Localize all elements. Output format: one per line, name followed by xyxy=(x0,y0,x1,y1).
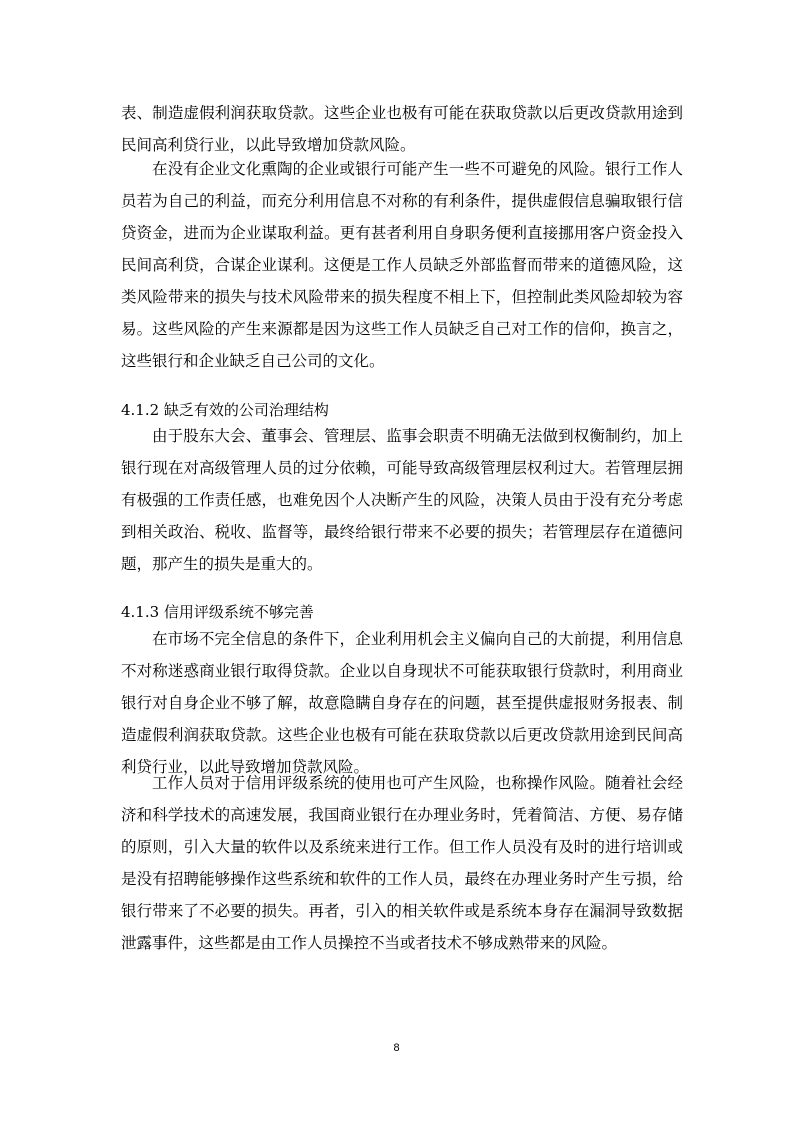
paragraph-credit-rating-info-asymmetry: 在市场不完全信息的条件下，企业利用机会主义偏向自己的大前提，利用信息不对称迷惑商业银行取得贷款。企业以自身现状不可能获取银行贷款时，利用商业银行对自身企业不够了解，故意隐瞒自身存在的问题，甚至提供虚报财务报表、制造虚假利润获取贷款。这些企业也极有可能在获取贷款以后更改贷款用途到民间高利贷行业，以此导致增加贷款风险。 xyxy=(121,630,683,776)
paragraph-loan-fraud-continued: 表、制造虚假利润获取贷款。这些企业也极有可能在获取贷款以后更改贷款用途到民间高利贷行业，以此导致增加贷款风险。 xyxy=(121,104,683,154)
page-number: 8 xyxy=(393,1042,400,1054)
section-heading-4-1-3: 4.1.3 信用评级系统不够完善 xyxy=(121,603,314,621)
paragraph-governance-structure: 由于股东大会、董事会、管理层、监事会职责不明确无法做到权衡制约，加上银行现在对高级管理人员的过分依赖，可能导致高级管理层权利过大。若管理层拥有极强的工作责任感，也难免因个人决断产生的风险，决策人员由于没有充分考虑到相关政治、税收、监督等，最终给银行带来不必要的损失；若管理层存在道德问题，那产生的损失是重大的。 xyxy=(121,427,683,573)
paragraph-corporate-culture-risk: 在没有企业文化熏陶的企业或银行可能产生一些不可避免的风险。银行工作人员若为自己的利益，而充分利用信息不对称的有利条件，提供虚假信息骗取银行信贷资金，进而为企业谋取利益。更有甚者利用自身职务便利直接挪用客户资金投入民间高利贷，合谋企业谋利。这便是工作人员缺乏外部监督而带来的道德风险，这类风险带来的损失与技术风险带来的损失程度不相上下，但控制此类风险却较为容易。这些风险的产生来源都是因为这些工作人员缺乏自己对工作的信仰，换言之，这些银行和企业缺乏自己公司的文化。 xyxy=(121,160,683,370)
section-heading-4-1-2: 4.1.2 缺乏有效的公司治理结构 xyxy=(121,401,329,419)
paragraph-operational-risk: 工作人员对于信用评级系统的使用也可产生风险，也称操作风险。随着社会经济和科学技术的高速发展，我国商业银行在办理业务时，凭着简洁、方便、易存储的原则，引入大量的软件以及系统来进行工作。但工作人员没有及时的进行培训或是没有招聘能够操作这些系统和软件的工作人员，最终在办理业务时产生亏损，给银行带来了不必要的损失。再者，引入的相关软件或是系统本身存在漏洞导致数据泄露事件，这些都是由工作人员操控不当或者技术不够成熟带来的风险。 xyxy=(121,774,683,952)
